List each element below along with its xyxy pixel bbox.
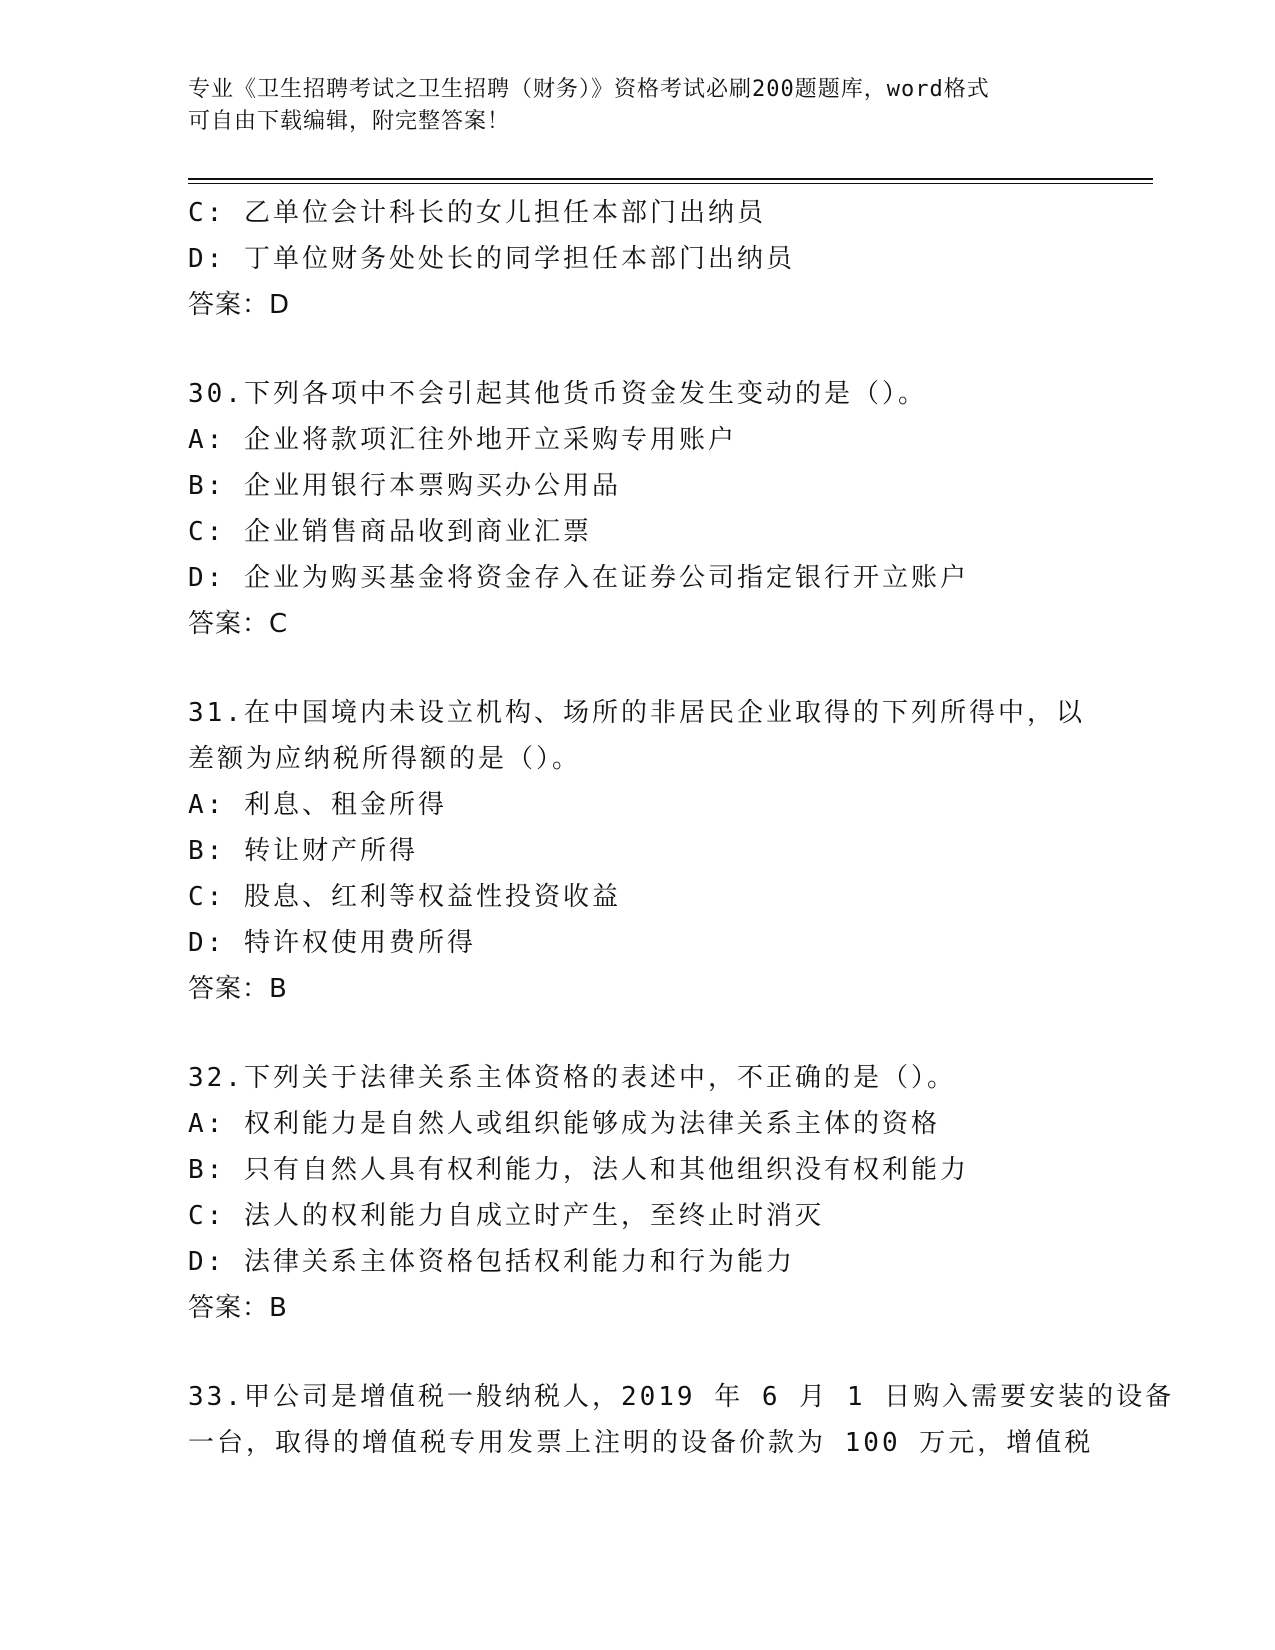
option-b: B: 转让财产所得 xyxy=(188,836,418,866)
header-rule-thick xyxy=(188,178,1153,180)
option-d: D: 法律关系主体资格包括权利能力和行为能力 xyxy=(188,1247,795,1277)
question-spacer xyxy=(188,328,1088,371)
header-line-2: 可自由下载编辑，附完整答案！ xyxy=(188,109,511,134)
question-spacer xyxy=(188,647,1088,690)
question-block xyxy=(188,1055,1088,1331)
option-d: D: 企业为购买基金将资金存入在证券公司指定银行开立账户 xyxy=(188,563,969,593)
option-c: C: 法人的权利能力自成立时产生，至终止时消灭 xyxy=(188,1201,824,1231)
option-c: C: 股息、红利等权益性投资收益 xyxy=(188,882,621,912)
document-header xyxy=(188,74,1088,138)
question-block xyxy=(188,1374,1175,1466)
answer-line: 答案：B xyxy=(188,1293,288,1323)
question-stem: 31.在中国境内未设立机构、场所的非居民企业取得的下列所得中，以 xyxy=(188,698,1085,728)
answer-line: 答案：D xyxy=(188,290,291,320)
header-rule-thin xyxy=(188,183,1153,184)
option-c: C: 乙单位会计科长的女儿担任本部门出纳员 xyxy=(188,198,766,228)
answer-line: 答案：B xyxy=(188,974,288,1004)
option-b: B: 只有自然人具有权利能力，法人和其他组织没有权利能力 xyxy=(188,1155,969,1185)
question-spacer xyxy=(188,1331,1088,1374)
question-stem: 30.下列各项中不会引起其他货币资金发生变动的是（）。 xyxy=(188,379,927,409)
option-b: B: 企业用银行本票购买办公用品 xyxy=(188,471,621,501)
option-d: D: 丁单位财务处处长的同学担任本部门出纳员 xyxy=(188,244,795,274)
document-body xyxy=(188,190,1175,1466)
question-block xyxy=(188,690,1088,1012)
option-d: D: 特许权使用费所得 xyxy=(188,928,476,958)
question-spacer xyxy=(188,1012,1088,1055)
option-a: A: 权利能力是自然人或组织能够成为法律关系主体的资格 xyxy=(188,1109,940,1139)
option-a: A: 企业将款项汇往外地开立采购专用账户 xyxy=(188,425,737,455)
option-a: A: 利息、租金所得 xyxy=(188,790,447,820)
question-stem: 差额为应纳税所得额的是（）。 xyxy=(188,744,582,774)
answer-line: 答案：C xyxy=(188,609,289,639)
question-block xyxy=(188,371,1088,647)
question-stem: 一台，取得的增值税专用发票上注明的设备价款为 100 万元，增值税 xyxy=(188,1428,1094,1458)
option-c: C: 企业销售商品收到商业汇票 xyxy=(188,517,592,547)
header-line-1: 专业《卫生招聘考试之卫生招聘（财务）》资格考试必刷200题题库，word格式 xyxy=(188,77,990,102)
question-stem: 32.下列关于法律关系主体资格的表述中，不正确的是（）。 xyxy=(188,1063,956,1093)
question-stem: 33.甲公司是增值税一般纳税人，2019 年 6 月 1 日购入需要安装的设备 xyxy=(188,1382,1175,1412)
